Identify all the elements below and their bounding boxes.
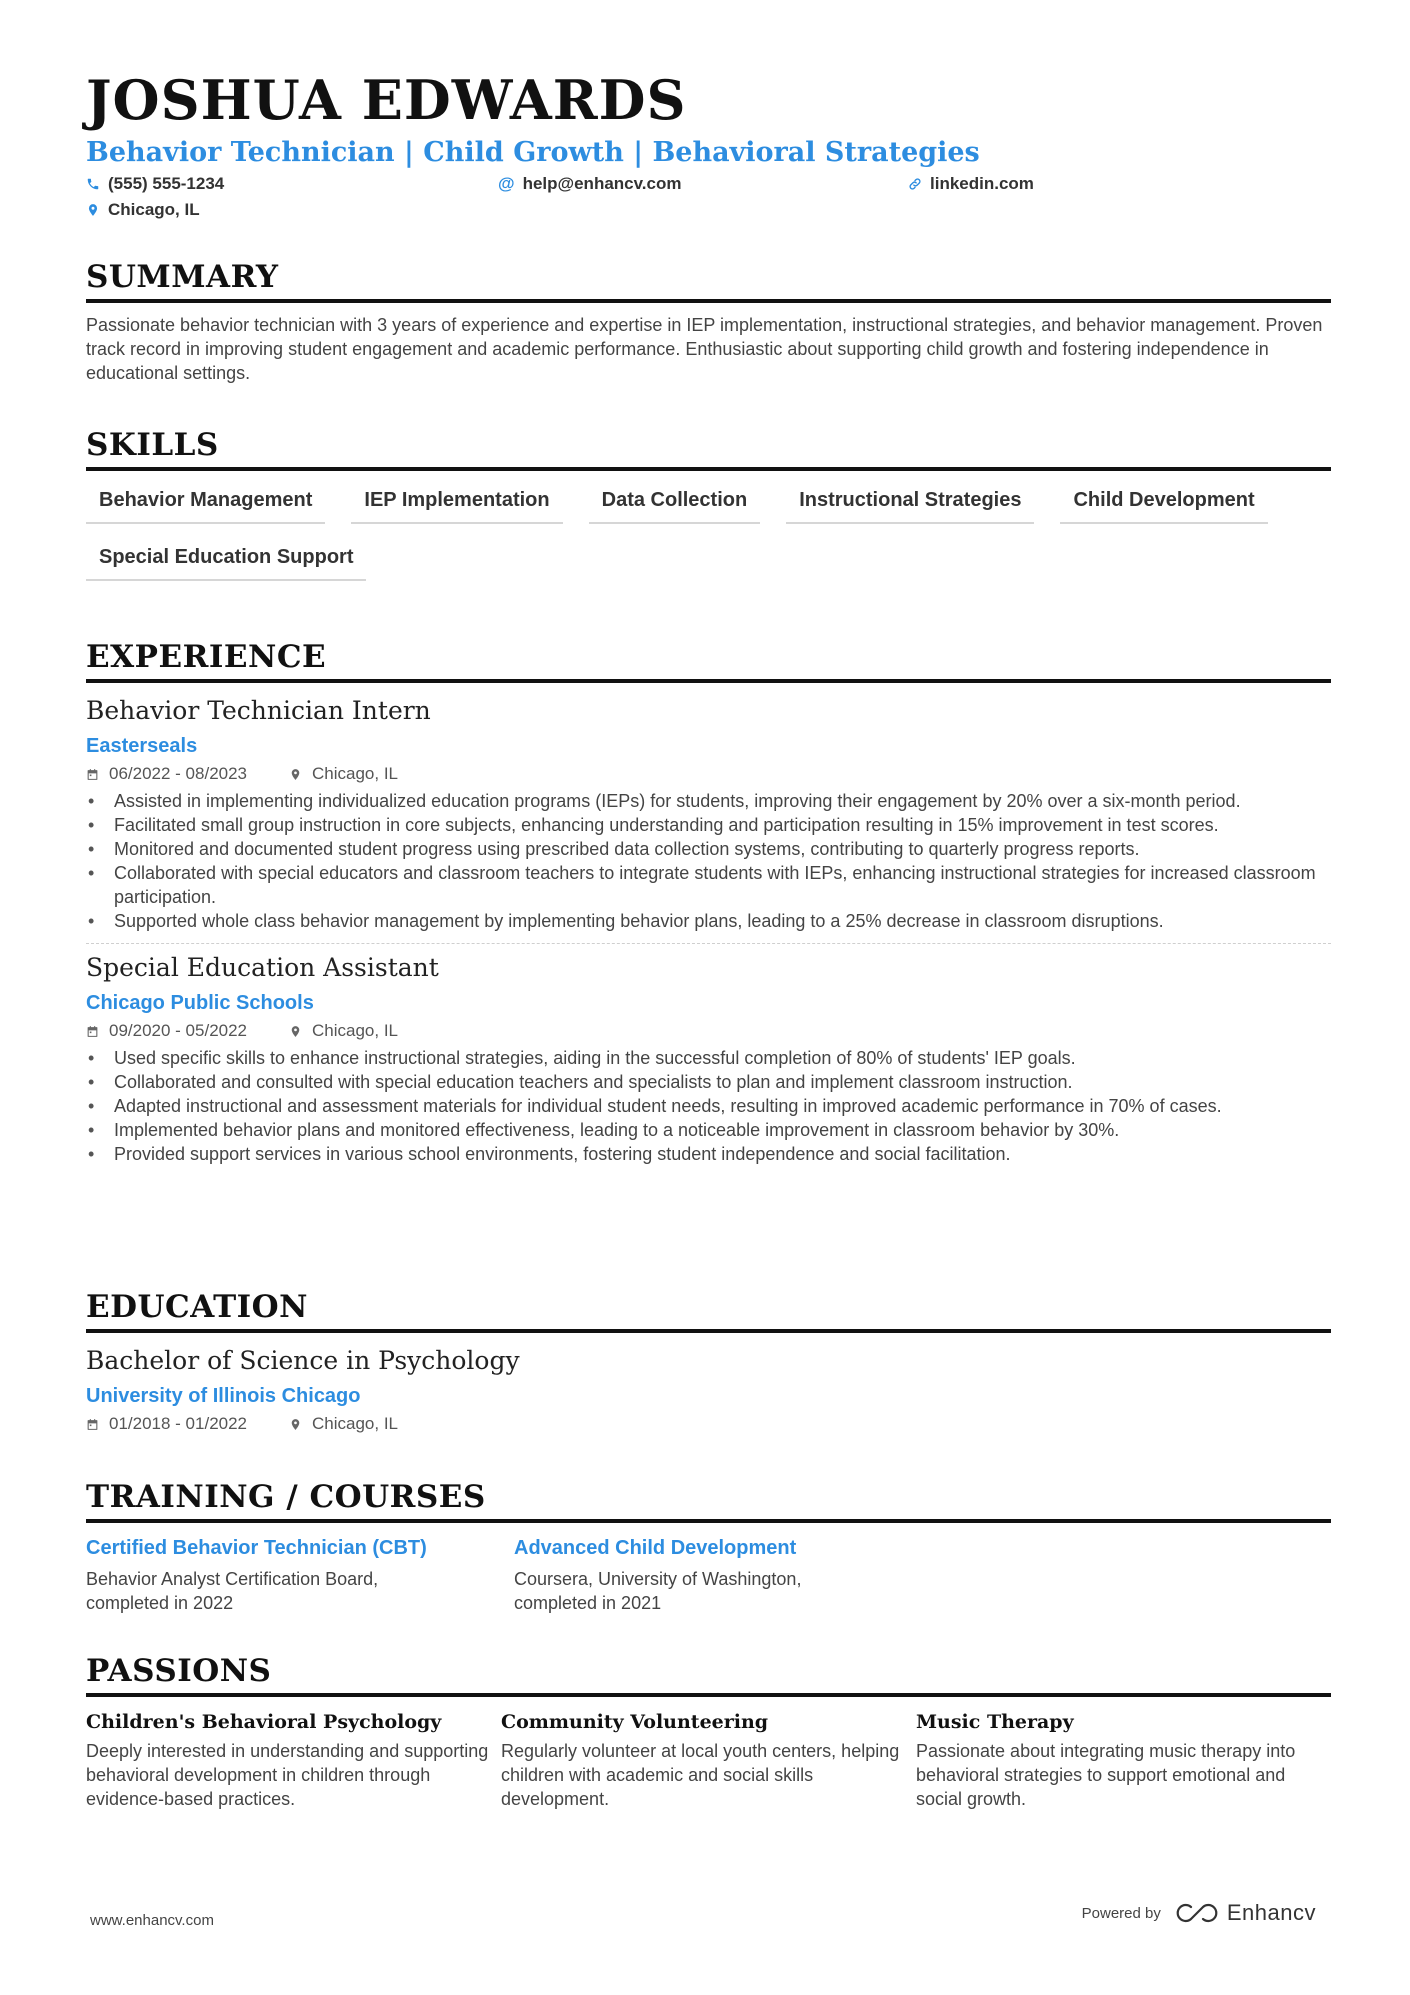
bullet-item: • Supported whole class behavior management by implementing behavior plans, leading to a 25% decrease in classroom disruptions. <box>86 909 1331 933</box>
location-pin-icon <box>289 1418 302 1431</box>
passion-item <box>501 1709 916 1811</box>
bullet-item: • Collaborated and consulted with special education teachers and specialists to plan and implement classroom instruction. <box>86 1070 1331 1094</box>
experience-entry <box>86 952 1331 1166</box>
job-title: Behavior Technician Intern <box>86 696 431 725</box>
calendar-icon <box>86 1025 99 1038</box>
job-bullets <box>86 1046 1331 1166</box>
job-meta <box>86 1020 1331 1042</box>
footer-website[interactable]: www.enhancv.com <box>90 1912 214 1929</box>
passion-title: Children's Behavioral Psychology <box>86 1711 442 1733</box>
passion-title: Music Therapy <box>916 1711 1074 1733</box>
passion-item <box>916 1709 1331 1811</box>
candidate-headline: Behavior Technician | Child Growth | Behavioral Strategies <box>86 137 980 168</box>
enhancv-logo[interactable] <box>1175 1900 1316 1926</box>
education-meta <box>86 1413 1331 1435</box>
bullet-item: • Adapted instructional and assessment materials for individual student needs, resulting in improved academic performance in 70% of cases. <box>86 1094 1331 1118</box>
passion-item <box>86 1709 501 1811</box>
bullet-item: • Used specific skills to enhance instructional strategies, aiding in the successful completion of 80% of students' IEP goals. <box>86 1046 1331 1070</box>
school-name: University of Illinois Chicago <box>86 1385 361 1407</box>
phone-icon <box>86 177 100 191</box>
passions-list <box>86 1709 1331 1811</box>
contact-phone <box>86 174 224 194</box>
bullet-item: • Monitored and documented student progress using prescribed data collection systems, contributing to quarterly progress reports. <box>86 837 1331 861</box>
resume-page <box>86 68 1331 1809</box>
bullet-item: • Facilitated small group instruction in core subjects, enhancing understanding and participation resulting in 15% improvement in test scores. <box>86 813 1331 837</box>
location-pin-icon <box>86 203 100 217</box>
calendar-icon <box>86 1418 99 1431</box>
skill-tag: Child Development <box>1060 483 1267 524</box>
contact-location <box>86 200 200 220</box>
experience-entry <box>86 695 1331 933</box>
calendar-icon <box>86 768 99 781</box>
degree-title: Bachelor of Science in Psychology <box>86 1346 520 1375</box>
candidate-name: JOSHUA EDWARDS <box>86 68 687 132</box>
skill-tag: IEP Implementation <box>351 483 562 524</box>
training-section <box>86 1478 1331 1615</box>
course-item <box>86 1535 514 1615</box>
job-location: Chicago, IL <box>312 1021 399 1040</box>
at-icon: @ <box>498 174 515 193</box>
course-desc: Coursera, University of Washington, completed in 2021 <box>514 1569 802 1613</box>
skill-tag: Data Collection <box>589 483 761 524</box>
bullet-item: • Collaborated with special educators and classroom teachers to integrate students with IEPs, enhancing instructional strategies for increased classroom participation. <box>86 861 1331 909</box>
company-name: Easterseals <box>86 735 198 757</box>
email-text: help@enhancv.com <box>522 174 682 193</box>
summary-title: SUMMARY <box>86 258 1331 303</box>
phone-text: (555) 555-1234 <box>108 174 225 193</box>
company-name: Chicago Public Schools <box>86 992 314 1014</box>
course-item <box>514 1535 942 1615</box>
skills-list <box>86 483 1331 581</box>
linkedin-text: linkedin.com <box>930 174 1034 193</box>
bullet-item: • Assisted in implementing individualized education programs (IEPs) for students, improving their engagement by 20% over a six-month period. <box>86 789 1331 813</box>
passion-desc: Passionate about integrating music therapy into behavioral strategies to support emotional and social growth. <box>916 1741 1296 1809</box>
passions-section <box>86 1652 1331 1811</box>
passion-desc: Regularly volunteer at local youth centers, helping children with academic and social skills development. <box>501 1741 900 1809</box>
skill-tag: Behavior Management <box>86 483 325 524</box>
job-title: Special Education Assistant <box>86 953 439 982</box>
location-text: Chicago, IL <box>108 200 200 219</box>
entry-divider <box>86 943 1331 944</box>
skill-tag: Special Education Support <box>86 540 366 581</box>
education-location: Chicago, IL <box>312 1414 399 1433</box>
location-pin-icon <box>289 1025 302 1038</box>
summary-section <box>86 258 1331 385</box>
education-section <box>86 1288 1331 1435</box>
summary-text: Passionate behavior technician with 3 years of experience and expertise in IEP implementation, instructional strategies, and behavior management. Proven track record in improving student engagement and academic performance. Enthusiastic about supporting child growth and fostering independence in educational settings. <box>86 315 1323 383</box>
job-location: Chicago, IL <box>312 764 399 783</box>
job-meta <box>86 763 1331 785</box>
bullet-item: • Implemented behavior plans and monitored effectiveness, leading to a noticeable improvement in classroom behavior by 30%. <box>86 1118 1331 1142</box>
course-desc: Behavior Analyst Certification Board, completed in 2022 <box>86 1569 379 1613</box>
skills-title: SKILLS <box>86 426 1331 471</box>
contact-email[interactable] <box>498 174 682 194</box>
location-pin-icon <box>289 768 302 781</box>
job-dates: 06/2022 - 08/2023 <box>109 764 248 783</box>
bullet-item: • Provided support services in various school environments, fostering student independence and social facilitation. <box>86 1142 1331 1166</box>
experience-section <box>86 638 1331 1166</box>
experience-title: EXPERIENCE <box>86 638 1331 683</box>
link-icon <box>908 177 922 191</box>
contact-info <box>86 172 1331 228</box>
passion-title: Community Volunteering <box>501 1711 769 1733</box>
job-dates: 09/2020 - 05/2022 <box>109 1021 248 1040</box>
brand-name: Enhancv <box>1226 1900 1316 1925</box>
courses-list <box>86 1535 1331 1615</box>
course-title: Advanced Child Development <box>514 1537 797 1559</box>
contact-linkedin[interactable] <box>908 174 1034 194</box>
job-bullets <box>86 789 1331 933</box>
education-dates: 01/2018 - 01/2022 <box>109 1414 248 1433</box>
skills-section <box>86 426 1331 581</box>
skill-tag: Instructional Strategies <box>786 483 1034 524</box>
training-title: TRAINING / COURSES <box>86 1478 1331 1523</box>
course-title: Certified Behavior Technician (CBT) <box>86 1537 427 1559</box>
footer-branding <box>1082 1900 1316 1926</box>
resume-header <box>86 70 1331 228</box>
powered-by-label: Powered by <box>1081 1904 1161 1922</box>
education-title: EDUCATION <box>86 1288 1331 1333</box>
enhancv-logo-icon <box>1175 1902 1221 1924</box>
passions-title: PASSIONS <box>86 1652 1331 1697</box>
passion-desc: Deeply interested in understanding and supporting behavioral development in children through evidence-based practices. <box>86 1741 489 1809</box>
